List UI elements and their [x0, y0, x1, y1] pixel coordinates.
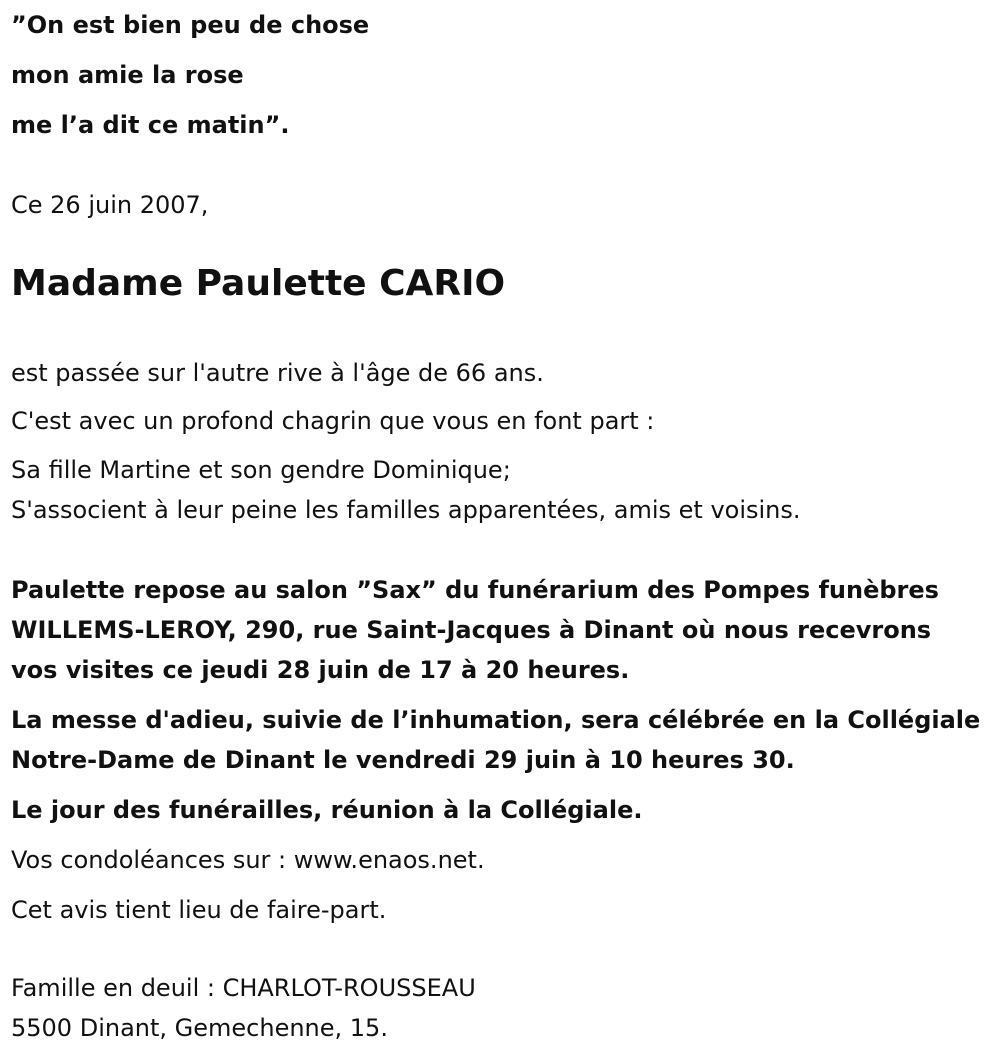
visitation-line-3: vos visites ce jeudi 28 juin de 17 à 20 heures. [11, 656, 630, 684]
mass-paragraph [11, 700, 980, 780]
family-address [11, 968, 476, 1048]
visitation-line-1: Paulette repose au salon ”Sax” du funérarium des Pompes funèbres [11, 576, 939, 604]
visitation-paragraph [11, 570, 939, 690]
sorrow-line: C'est avec un profond chagrin que vous en font part : [11, 407, 655, 435]
quote-line-1: ”On est bien peu de chose [11, 11, 370, 39]
family-paragraph [11, 450, 801, 530]
date-line: Ce 26 juin 2007, [11, 191, 209, 219]
address-line: 5500 Dinant, Gemechenne, 15. [11, 1014, 388, 1042]
meeting-line: Le jour des funérailles, réunion à la Collégiale. [11, 796, 643, 824]
family-line-2: S'associent à leur peine les familles apparentées, amis et voisins. [11, 496, 801, 524]
notice-line: Cet avis tient lieu de faire-part. [11, 896, 387, 924]
family-line-1: Sa fille Martine et son gendre Dominique; [11, 456, 511, 484]
passed-away-line: est passée sur l'autre rive à l'âge de 66 ans. [11, 359, 544, 387]
mourning-family-line: Famille en deuil : CHARLOT-ROUSSEAU [11, 974, 476, 1002]
mass-line-1: La messe d'adieu, suivie de l’inhumation, sera célébrée en la Collégiale [11, 706, 981, 734]
quote-line-3: me l’a dit ce matin”. [11, 111, 290, 139]
mass-line-2: Notre-Dame de Dinant le vendredi 29 juin à 10 heures 30. [11, 746, 795, 774]
deceased-name: Madame Paulette CARIO [11, 263, 506, 304]
condolences-line: Vos condoléances sur : www.enaos.net. [11, 846, 485, 874]
quote-line-2: mon amie la rose [11, 61, 244, 89]
visitation-line-2: WILLEMS-LEROY, 290, rue Saint-Jacques à Dinant où nous recevrons [11, 616, 932, 644]
